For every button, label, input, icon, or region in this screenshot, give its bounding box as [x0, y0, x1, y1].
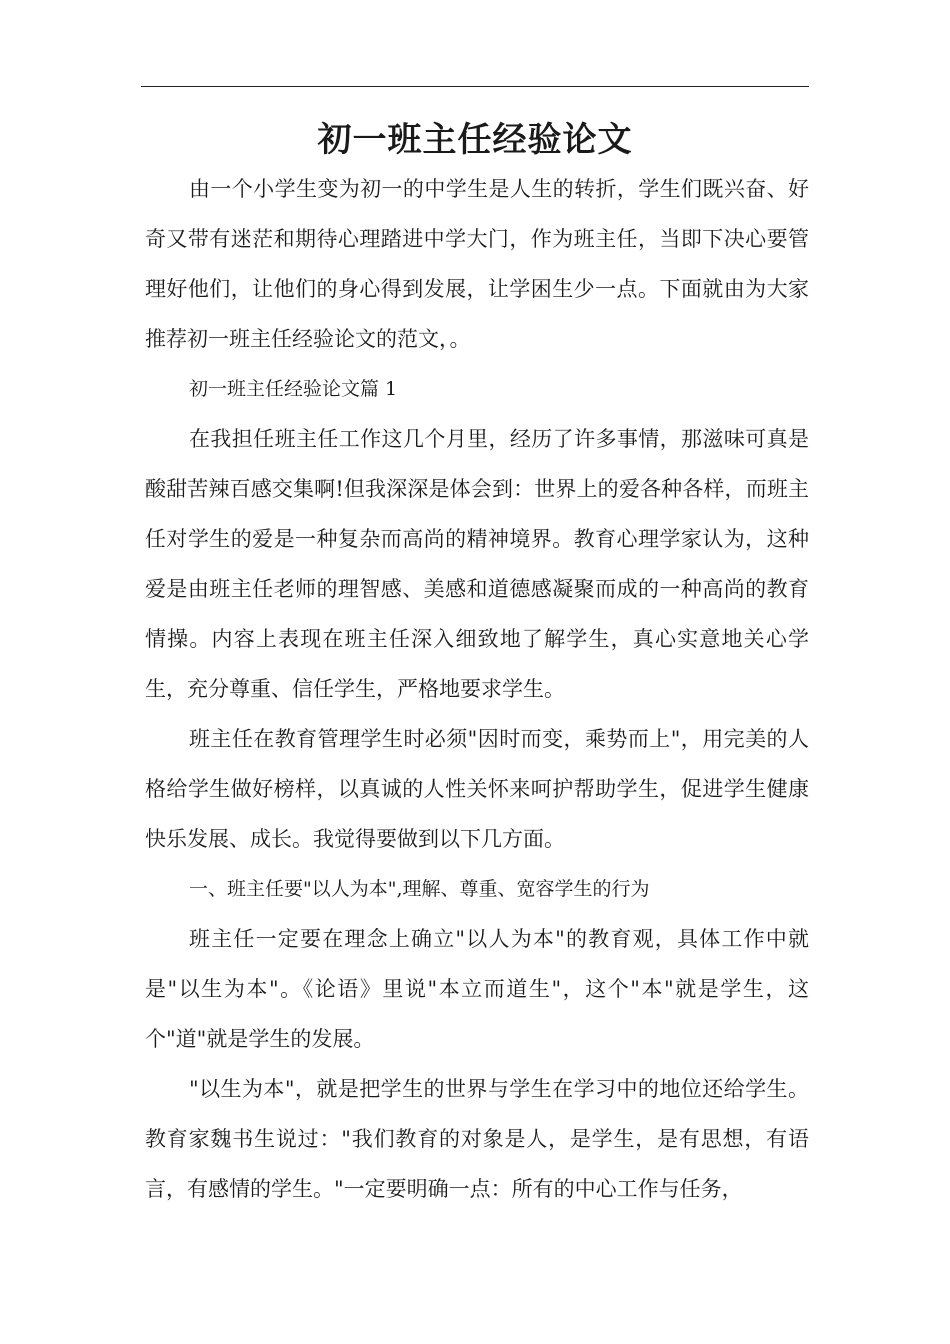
paragraph-education-management: 班主任在教育管理学生时必须"因时而变，乘势而上"，用完美的人格给学生做好榜样，以真诚的人性关怀来呵护帮助学生，促进学生健康快乐发展、成长。我觉得要做到以下几方面。 [145, 727, 809, 851]
paragraph-experience: 在我担任班主任工作这几个月里，经历了许多事情，那滋味可真是酸甜苦辣百感交集啊!但我深深是体会到：世界上的爱各种各样，而班主任对学生的爱是一种复杂而高尚的精神境界。教育心理学家认为，这种爱是由班主任老师的理智感、美感和道德感凝聚而成的一种高尚的教育情操。内容上表现在班主任深入细致地了解学生，真心实意地关心学生，充分尊重、信任学生，严格地要求学生。 [145, 427, 809, 701]
document-body [145, 164, 809, 1214]
paragraph-student-first: "以生为本"，就是把学生的世界与学生在学习中的地位还给学生。教育家魏书生说过："我们教育的对象是人，是学生，是有思想，有语言，有感情的学生。"一定要明确一点：所有的中心工作与任务， [145, 1077, 809, 1201]
paragraph-intro: 由一个小学生变为初一的中学生是人生的转折，学生们既兴奋、好奇又带有迷茫和期待心理踏进中学大门，作为班主任，当即下决心要管理好他们，让他们的身心得到发展，让学困生少一点。下面就由为大家推荐初一班主任经验论文的范文，。 [145, 177, 809, 351]
header-rule [141, 86, 809, 87]
paragraph-people-first-concept: 班主任一定要在理念上确立"以人为本"的教育观，具体工作中就是"以生为本"。《论语》里说"本立而道生"，这个"本"就是学生，这个"道"就是学生的发展。 [145, 927, 809, 1051]
subsection-heading-people-first: 一、班主任要"以人为本",理解、尊重、宽容学生的行为 [189, 878, 650, 900]
section-heading-1: 初一班主任经验论文篇 1 [189, 378, 398, 400]
document-title: 初一班主任经验论文 [317, 120, 633, 160]
